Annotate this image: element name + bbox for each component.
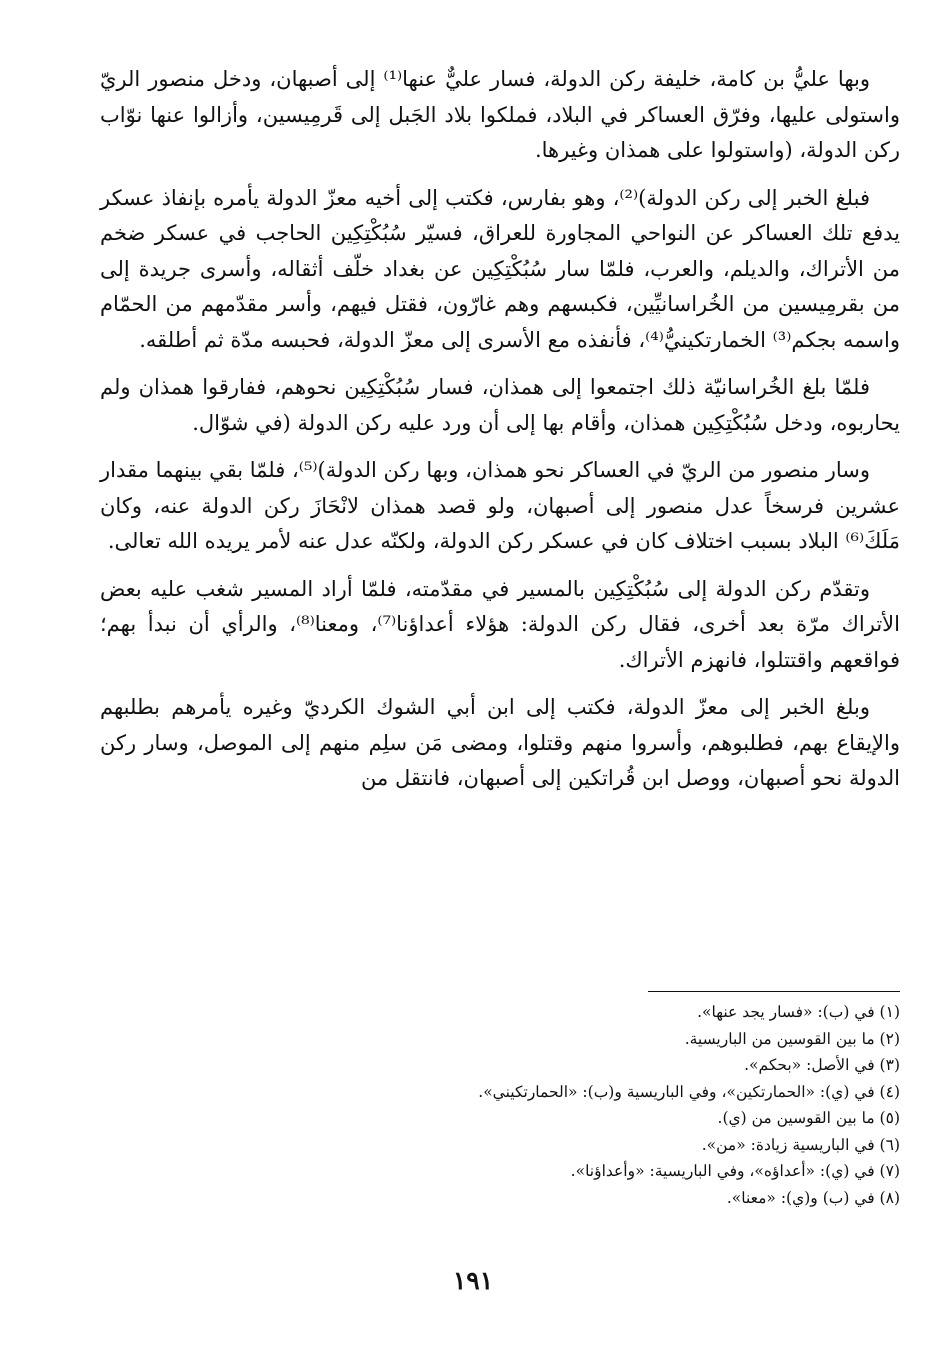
paragraph-6: وبلغ الخبر إلى معزّ الدولة، فكتب إلى ابن أبي الشوك الكرديّ وغيره يأمرهم بطلبهم والإيقاع بهم، فطلبوهم، وأسروا منهم وقتلوا، ومضى مَن سلِم منهم إلى الموصل، وسار ركن الدولة نحو أصبهان، ووصل ابن قُراتكين إلى أصبهان، فانتقل من [100, 695, 900, 790]
main-text [100, 62, 900, 809]
footnote-8: (٨) في (ب) و(ي): «معنا». [726, 1188, 900, 1207]
paragraph-5: وتقدّم ركن الدولة إلى سُبُكْتِكِين بالمسير في مقدّمته، فلمّا أراد المسير شغب عليه بعض الأتراك مرّة بعد أخرى، فقال ركن الدولة: هؤلاء أعداؤنا⁽⁷⁾، ومعنا⁽⁸⁾، والرأي أن نبدأ بهم؛ فواقعهم واقتتلوا، فانهزم الأتراك. [100, 576, 900, 672]
footnote-5: (٥) ما بين القوسين من (ي). [717, 1109, 900, 1127]
paragraph-4: وسار منصور من الريّ في العساكر نحو همذان، وبها ركن الدولة)⁽⁵⁾، فلمّا بقي بينهما مقدار عشرين فرسخاً عدل منصور إلى أصبهان، ولو قصد همذان لانْحَازَ ركن الدولة عنه، وكان مَلَكَ⁽⁶⁾ البلاد بسبب اختلاف كان في عسكر ركن الدولة، ولكنّه عدل عنه لأمر يريده الله تعالى. [100, 458, 900, 553]
paragraph-2: فبلغ الخبر إلى ركن الدولة)⁽²⁾، وهو بفارس، فكتب إلى أخيه معزّ الدولة يأمره بإنفاذ عسكر يدفع تلك العساكر عن النواحي المجاورة للعراق، فسيّر سُبُكْتِكِين الحاجب في عسكر ضخم من الأتراك، والديلم، والعرب، فلمّا سار سُبُكْتِكِين عن بغداد خلّف أثقاله، وأسرى جريدة إلى من بقرمِيسين من الخُراسانيِّين، فكبسهم وهم غارّون، فقتل فيهم، وأسر مقدّمهم من الحمّام واسمه بجكم⁽³⁾ الخمارتكينيُّ⁽⁴⁾، فأنفذه مع الأسرى إلى معزّ الدولة، فحبسه مدّة ثم أطلقه. [100, 185, 900, 352]
footnote-1: (١) في (ب): «فسار يجد عنها». [697, 1003, 900, 1021]
paragraph-1: وبها عليُّ بن كامة، خليفة ركن الدولة، فسار عليٌّ عنها⁽¹⁾ إلى أصبهان، ودخل منصور الريّ واستولى عليها، وفرّق العساكر في البلاد، فملكوا بلاد الجَبل إلى قَرمِيسين، وأزالوا عنها نوّاب ركن الدولة، (واستولوا على همذان وغيرها. [100, 67, 900, 162]
footnote-separator [648, 991, 900, 992]
paragraph-3: فلمّا بلغ الخُراسانيّة ذلك اجتمعوا إلى همذان، فسار سُبُكْتِكِين نحوهم، ففارقوا همذان ولم يحاربوه، ودخل سُبُكْتِكِين همذان، وأقام بها إلى أن ورد عليه ركن الدولة (في شوّال. [100, 375, 900, 435]
footnote-2: (٢) ما بين القوسين من الباريسية. [684, 1029, 900, 1048]
footnote-3: (٣) في الأصل: «بحكم». [744, 1056, 900, 1074]
footnote-7: (٧) في (ي): «أعداؤه»، وفي الباريسية: «وأعداؤنا». [570, 1162, 900, 1180]
footnote-6: (٦) في الباريسية زيادة: «من». [701, 1135, 900, 1154]
footnote-4: (٤) في (ي): «الحمارتكين»، وفي الباريسية و(ب): «الحمارتكيني». [478, 1082, 900, 1101]
page-number: ١٩١ [452, 1266, 494, 1295]
footnotes-list [100, 999, 900, 1211]
